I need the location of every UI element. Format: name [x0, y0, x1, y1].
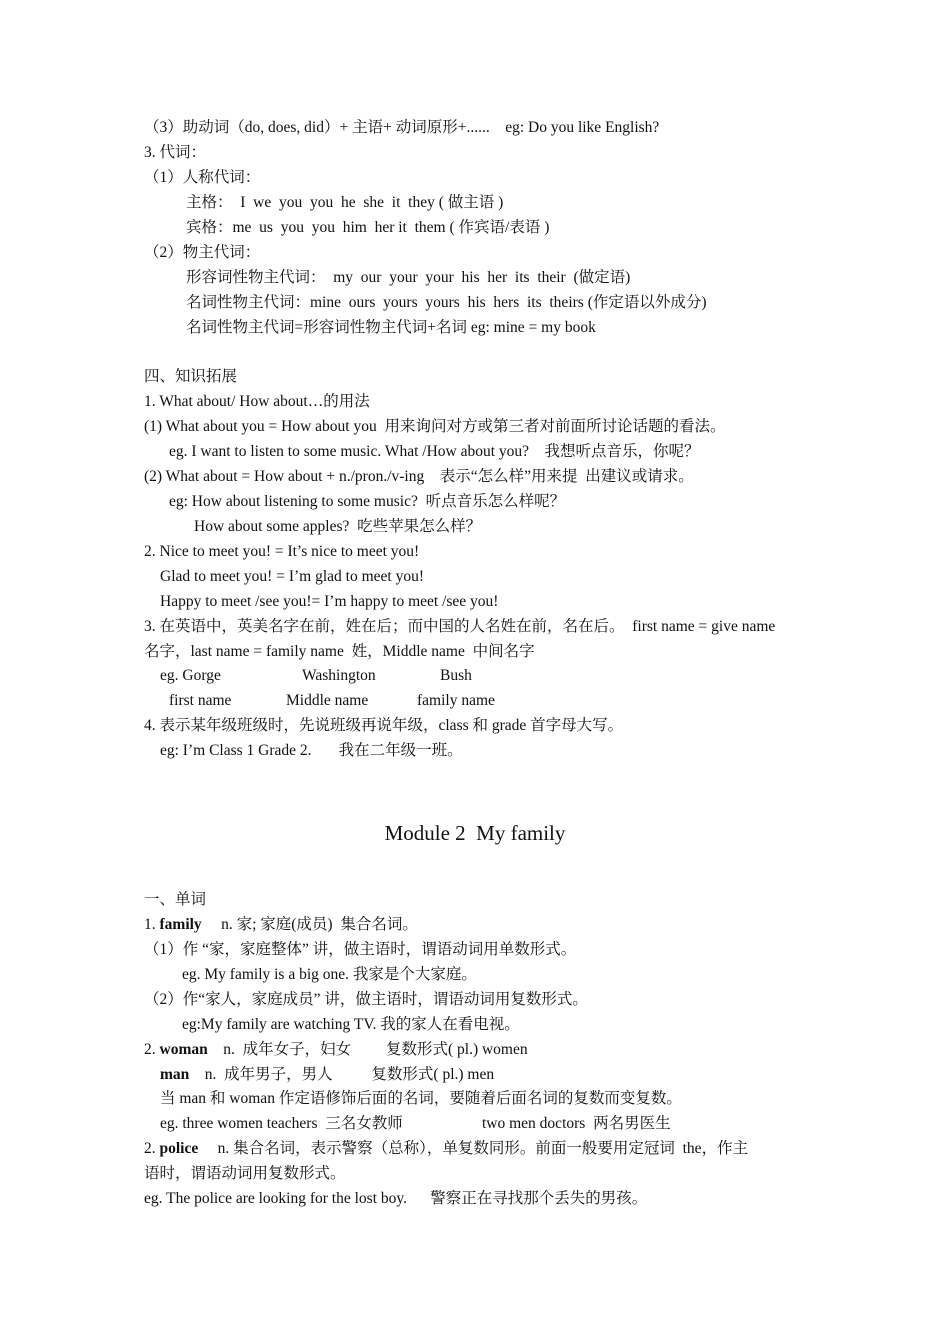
text-line: eg. My family is a big one. 我家是个大家庭。	[182, 966, 477, 983]
vocab-word: family	[159, 916, 202, 933]
name-example: eg. Gorge	[160, 667, 221, 684]
vocab-definition: n. 家; 家庭(成员) 集合名词。	[201, 916, 418, 933]
vocab-word: woman	[159, 1041, 208, 1058]
vocab-definition: n. 成年女子，妇女 复数形式( pl.) women	[207, 1041, 528, 1058]
text-line: 当 man 和 woman 作定语修饰后面的名词，要随着后面名词的复数而变复数。	[160, 1090, 682, 1107]
text-line: eg:My family are watching TV. 我的家人在看电视。	[182, 1016, 520, 1033]
name-label: Middle name	[286, 692, 369, 709]
vocab-number: 2.	[144, 1140, 160, 1157]
text-line: How about some apples? 吃些苹果怎么样？	[194, 518, 482, 535]
vocab-line	[144, 1040, 528, 1060]
name-label: first name	[169, 692, 232, 709]
text-line: eg: I’m Class 1 Grade 2. 我在二年级一班。	[160, 742, 463, 759]
vocab-word: police	[159, 1140, 199, 1157]
vocab-word: man	[160, 1066, 190, 1083]
text-line: eg. I want to listen to some music. What /How about you? 我想听点音乐，你呢？	[169, 443, 700, 460]
name-example: Washington	[302, 667, 376, 684]
text-line: 宾格：me us you you him her it them ( 作宾语/表语 )	[186, 219, 550, 236]
text-line: 名词性物主代词：mine ours yours yours his hers its theirs (作定语以外成分)	[186, 294, 707, 311]
text-line: 1. What about/ How about…的用法	[144, 393, 370, 410]
text-line: 3. 在英语中，英美名字在前，姓在后；而中国的人名姓在前，名在后。 first name = give name	[144, 618, 776, 635]
vocab-definition: n. 成年男子，男人 复数形式( pl.) men	[189, 1066, 495, 1083]
text-line: 形容词性物主代词： my our your your his her its their (做定语)	[186, 269, 631, 286]
text-line: 语时，谓语动词用复数形式。	[144, 1165, 346, 1182]
text-line: （1）人称代词：	[144, 169, 261, 186]
text-line: (2) What about = How about + n./pron./v-ing 表示“怎么样”用来提 出建议或请求。	[144, 468, 694, 485]
text-line: eg. The police are looking for the lost boy. 警察正在寻找那个丢失的男孩。	[144, 1190, 648, 1207]
vocab-definition: n. 集合名词，表示警察（总称），单复数同形。前面一般要用定冠词 the，作主	[198, 1140, 749, 1157]
text-line: 主格： I we you you he she it they ( 做主语 )	[186, 194, 504, 211]
text-line: 2. Nice to meet you! = It’s nice to meet you!	[144, 543, 420, 560]
text-line: Glad to meet you! = I’m glad to meet you!	[160, 568, 424, 585]
text-line: Happy to meet /see you!= I’m happy to meet /see you!	[160, 593, 499, 610]
vocab-line	[144, 915, 418, 935]
text-line: 名字，last name = family name 姓，Middle name 中间名字	[144, 643, 535, 660]
vocab-number: 1.	[144, 916, 160, 933]
vocab-line	[144, 1139, 748, 1159]
text-line: two men doctors 两名男医生	[482, 1115, 671, 1132]
text-line: （2）物主代词：	[144, 244, 261, 261]
text-line: eg: How about listening to some music? 听点音乐怎么样呢？	[169, 493, 566, 510]
text-line: （1）作 “家，家庭整体” 讲，做主语时，谓语动词用单数形式。	[144, 941, 577, 958]
section-heading: 一、单词	[144, 891, 207, 908]
vocab-line	[160, 1065, 494, 1085]
text-line: （3）助动词（do, does, did）+ 主语+ 动词原形+...... eg: Do you like English?	[144, 119, 660, 136]
text-line: （2）作“家人，家庭成员” 讲，做主语时，谓语动词用复数形式。	[144, 991, 588, 1008]
name-example: Bush	[440, 667, 472, 684]
vocab-number: 2.	[144, 1041, 160, 1058]
text-line: 3. 代词：	[144, 144, 207, 161]
name-label: family name	[417, 692, 495, 709]
module-title: Module 2 My family	[384, 821, 566, 845]
text-line: 名词性物主代词=形容词性物主代词+名词 eg: mine = my book	[186, 319, 596, 336]
text-line: 4. 表示某年级班级时，先说班级再说年级，class 和 grade 首字母大写。	[144, 717, 624, 734]
text-line: (1) What about you = How about you 用来询问对方或第三者对前面所讨论话题的看法。	[144, 418, 726, 435]
section-heading: 四、知识拓展	[144, 368, 238, 385]
text-line: eg. three women teachers 三名女教师	[160, 1115, 403, 1132]
